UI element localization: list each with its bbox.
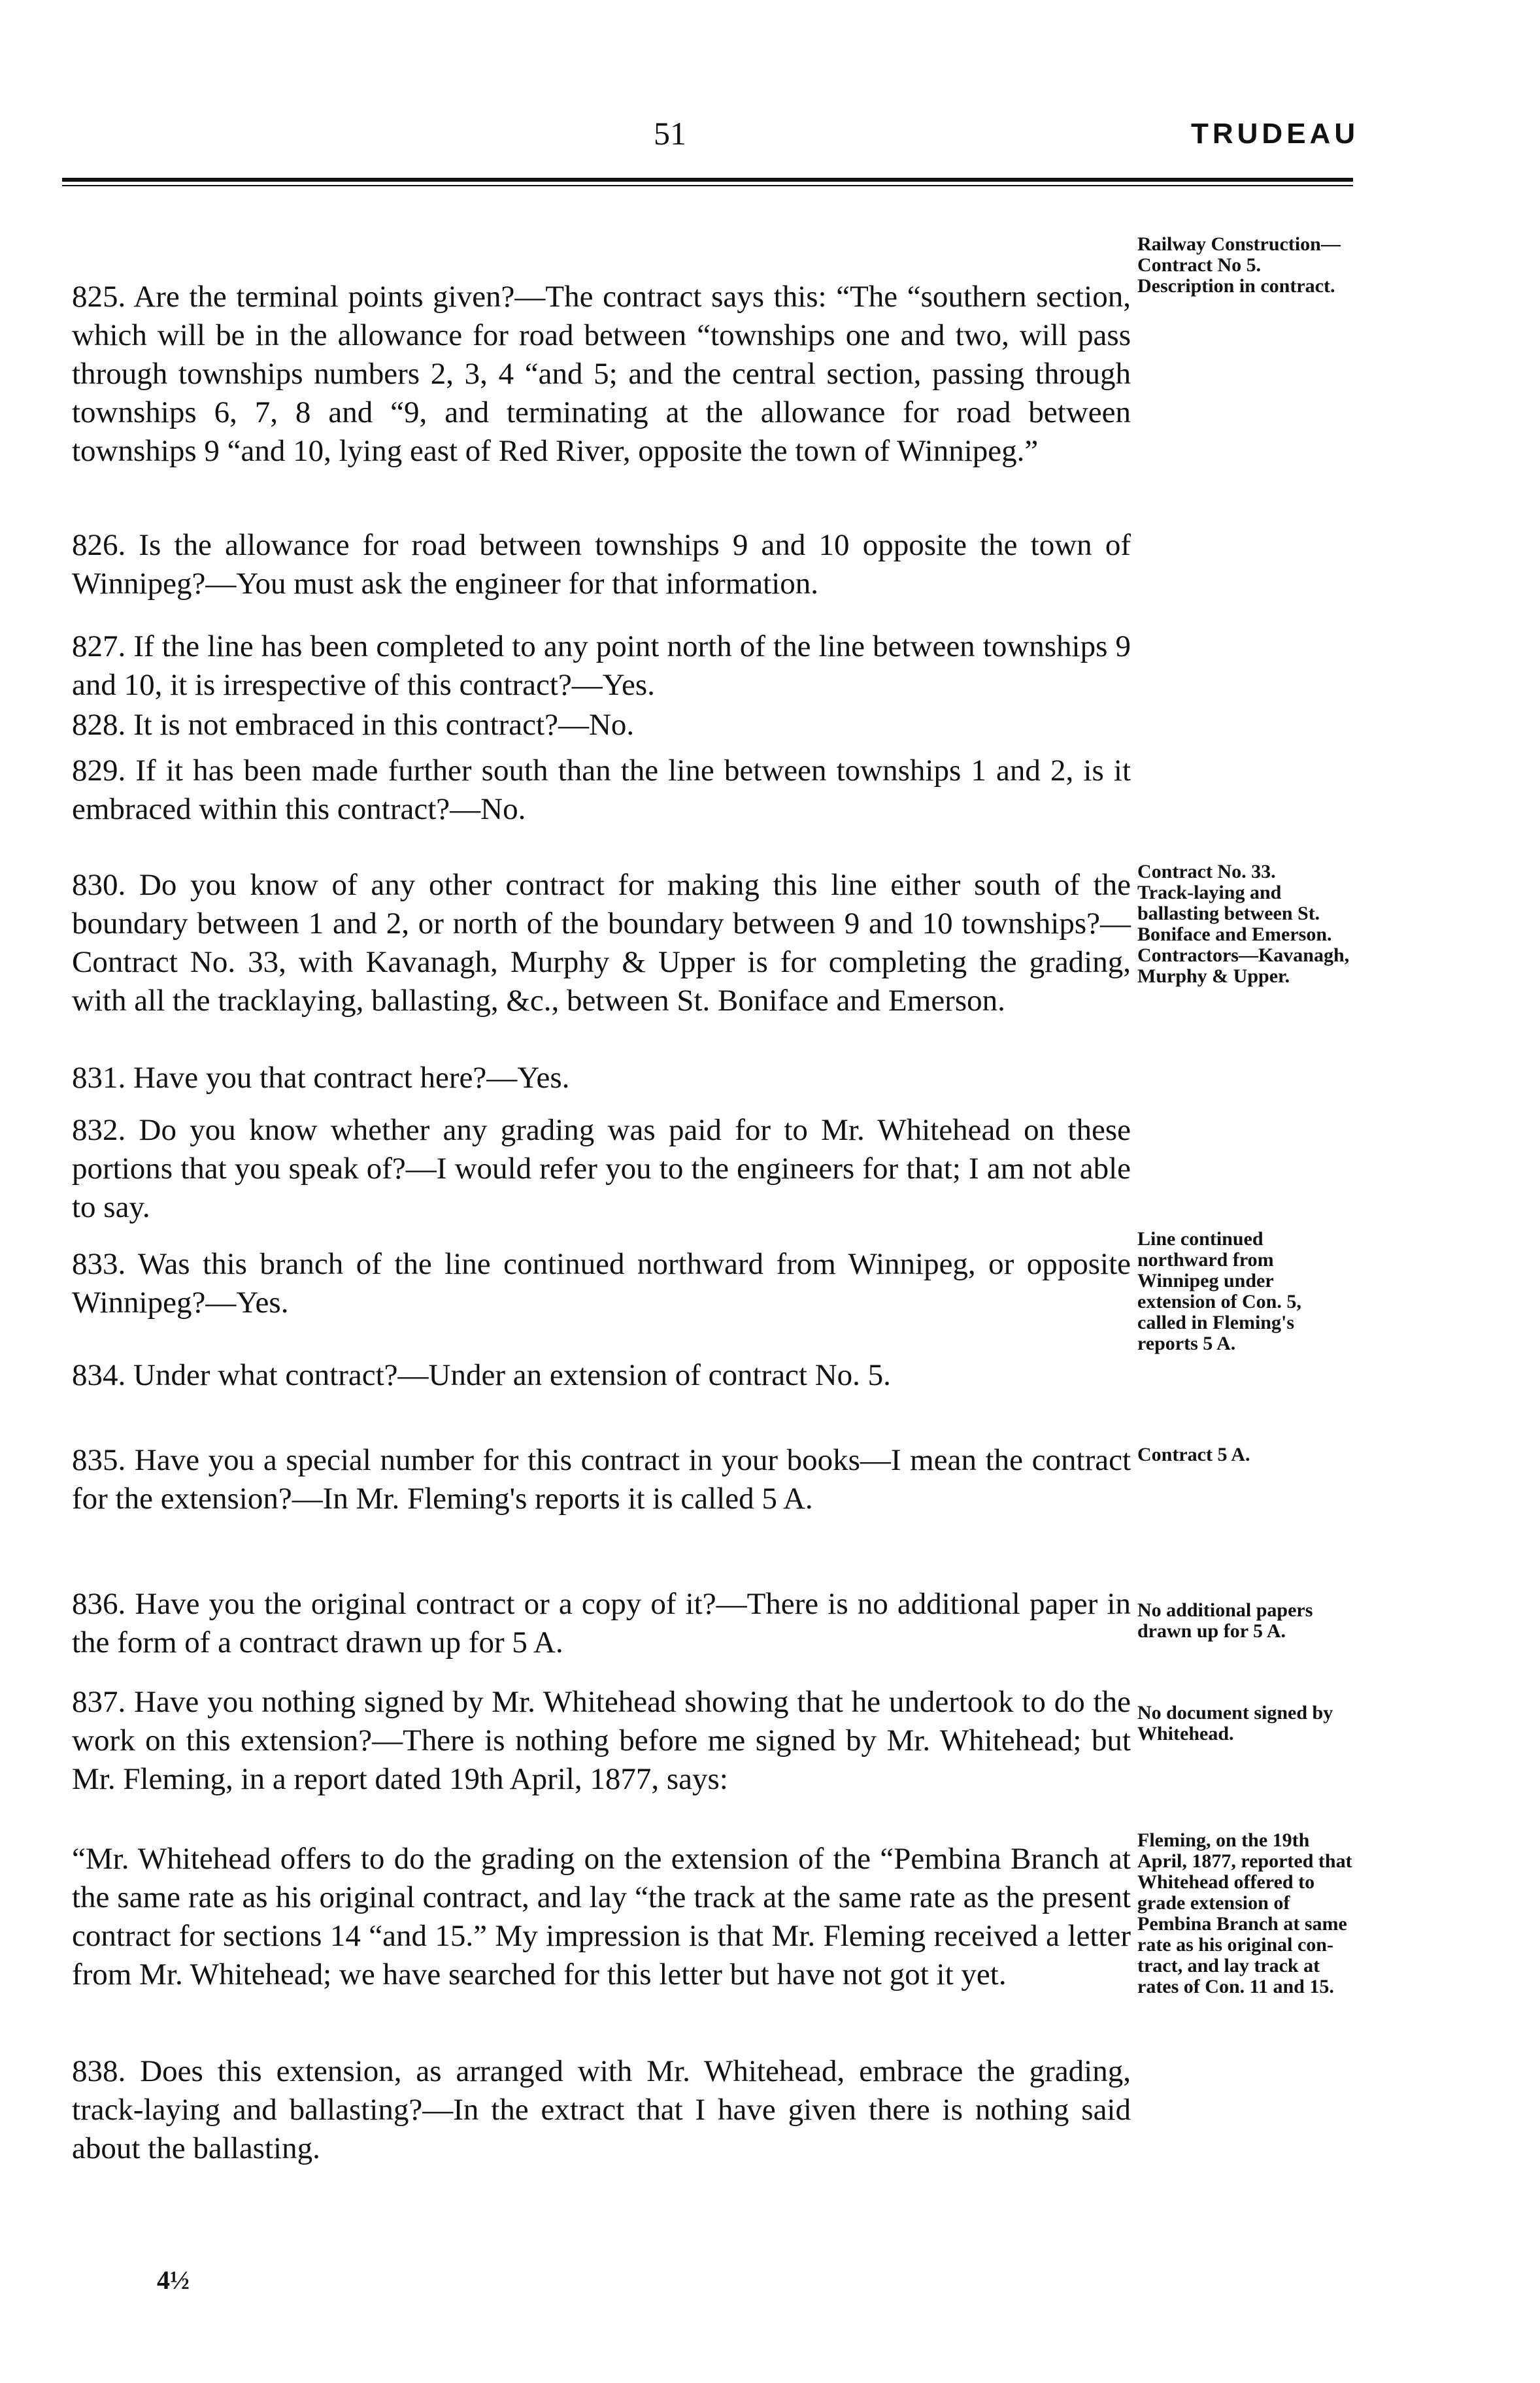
margin-note-text: No additional papers drawn up for 5 A.	[1137, 1599, 1313, 1642]
question-825: 825. Are the terminal points given?—The contract says this: “The “southern section, which will be in the allowance for road between “townships one and two, will pass through townships numbers 2, 3, 4 “and 5; and the central section, passing through townships 6, 7, 8 and “9, and terminating at the allowance for road between townships 9 “and 10, lying east of Red River, opposite the town of Winnipeg.”	[72, 280, 1131, 468]
question-836: 836. Have you the original contract or a copy of it?—There is no additional paper in the form of a contract drawn up for 5 A.	[72, 1587, 1131, 1659]
margin-note-2	[1137, 861, 1353, 987]
question-835: 835. Have you a special number for this contract in your books—I mean the contract for the extension?—In Mr. Fleming's reports it is called 5 A.	[72, 1443, 1131, 1516]
margin-note-6	[1137, 1703, 1353, 1744]
margin-note-text: Fleming, on the 19th April, 1877, reported that Whitehead offered to grade extension of Pembina Branch at same rate as his original contract, and lay track at rates of Con. 11 and 15.	[1137, 1829, 1352, 1997]
question-826: 826. Is the allowance for road between townships 9 and 10 opposite the town of Winnipeg?—You must ask the engineer for that information.	[72, 528, 1131, 601]
question-828: 828. It is not embraced in this contract?—No.	[72, 708, 635, 742]
margin-note-1	[1137, 234, 1353, 297]
page-number: 51	[654, 115, 686, 152]
question-838: 838. Does this extension, as arranged with Mr. Whitehead, embrace the grading, track-laying and ballasting?—In the extract that I have given there is nothing said about the ballasting.	[72, 2054, 1131, 2165]
margin-note-text: No document signed by Whitehead.	[1137, 1702, 1333, 1744]
margin-note-5	[1137, 1600, 1353, 1642]
quotation-fleming: “Mr. Whitehead offers to do the grading on the extension of the “Pembina Branch at the same rate as his original contract, and lay “the track at the same rate as the present contract for sections 14 “and 15.” My impression is that Mr. Fleming received a letter from Mr. Whitehead; we have searched for this letter but have not got it yet.	[72, 1842, 1131, 1991]
question-829: 829. If it has been made further south than the line between townships 1 and 2, is it embraced within this contract?—No.	[72, 754, 1131, 826]
margin-note-title: Contract No. 33.	[1137, 861, 1276, 882]
header-rule-thick	[62, 178, 1353, 182]
question-833: 833. Was this branch of the line continued northward from Winnipeg, or opposite Winnipeg?—Yes.	[72, 1247, 1131, 1320]
margin-note-7	[1137, 1830, 1353, 1997]
question-827: 827. If the line has been completed to any point north of the line between townships 9 and 10, it is irrespective of this contract?—Yes.	[72, 629, 1131, 702]
margin-note-3	[1137, 1229, 1353, 1354]
question-830: 830. Do you know of any other contract for making this line either south of the boundary between 1 and 2, or north of the boundary between 9 and 10 townships?—Contract No. 33, with Kavanagh, Murphy & Upper is for completing the grading, with all the tracklaying, ballasting, &c., between St. Boniface and Emerson.	[72, 868, 1131, 1018]
question-834: 834. Under what contract?—Under an extension of contract No. 5.	[72, 1358, 891, 1392]
margin-note-title: Contract 5 A.	[1137, 1444, 1250, 1465]
header-rule-thin	[62, 185, 1353, 186]
margin-note-text: Track-laying and ballasting between St. Boniface and Emerson. Contractors—Kavanagh, Murphy & Upper.	[1137, 882, 1350, 987]
question-837: 837. Have you nothing signed by Mr. Whitehead showing that he undertook to do the work on this extension?—There is nothing before me signed by Mr. Whitehead; but Mr. Fleming, in a report dated 19th April, 1877, says:	[72, 1685, 1131, 1796]
question-832: 832. Do you know whether any grading was paid for to Mr. Whitehead on these portions that you speak of?—I would refer you to the engineers for that; I am not able to say.	[72, 1113, 1131, 1224]
question-831: 831. Have you that contract here?—Yes.	[72, 1061, 570, 1095]
margin-note-text: Line continued northward from Winnipeg under extension of Con. 5, called in Fleming's reports 5 A.	[1137, 1228, 1301, 1354]
margin-note-4	[1137, 1444, 1353, 1465]
signature-mark: 4½	[157, 2265, 190, 2295]
witness-name: TRUDEAU	[1191, 118, 1360, 150]
margin-note-text: Description in contract.	[1137, 275, 1335, 297]
margin-note-title: Railway Construction—Contract No 5.	[1137, 233, 1341, 276]
